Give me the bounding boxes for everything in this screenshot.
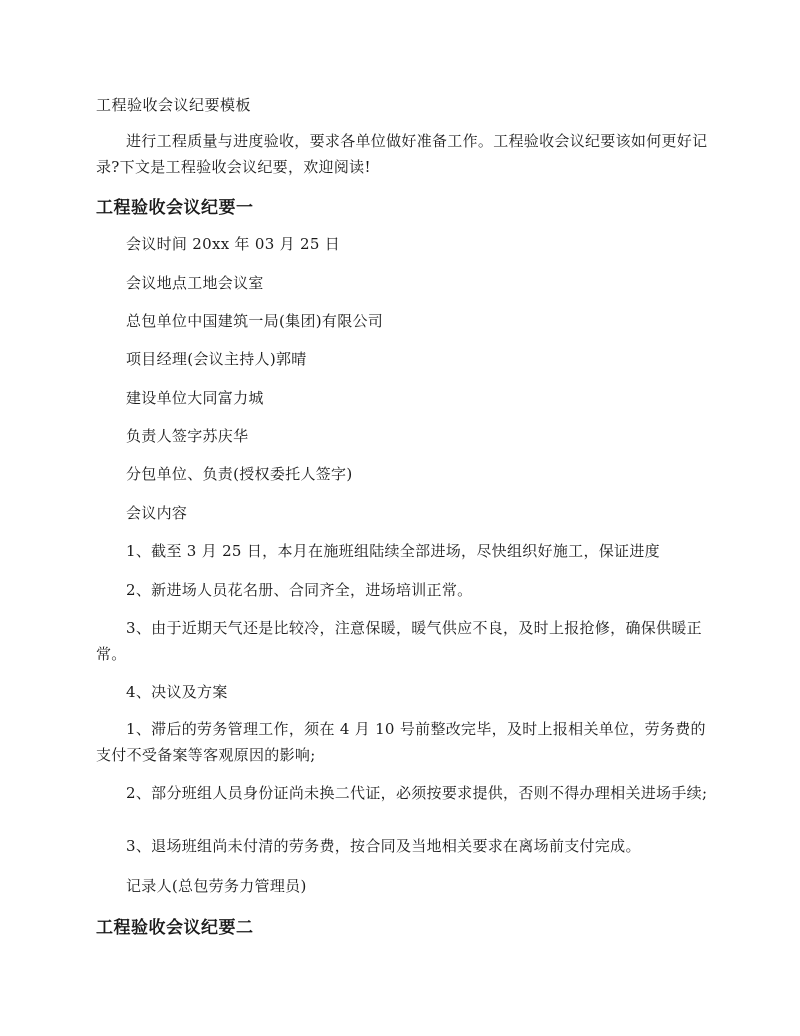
meeting-content-label: 会议内容 <box>126 504 188 522</box>
project-manager: 项目经理(会议主持人)郭晴 <box>126 350 307 368</box>
content-item-2: 2、新进场人员花名册、合同齐全，进场培训正常。 <box>126 581 473 599</box>
subcontractor: 分包单位、负责(授权委托人签字) <box>126 465 353 483</box>
meeting-location: 会议地点工地会议室 <box>126 274 264 292</box>
resolutions-label: 4、决议及方案 <box>126 683 228 701</box>
resolution-item-2: 2、部分班组人员身份证尚未换二代证，必须按要求提供，否则不得办理相关进场手续; <box>126 784 708 802</box>
section-heading-1: 工程验收会议纪要一 <box>96 198 254 218</box>
general-contractor: 总包单位中国建筑一局(集团)有限公司 <box>126 312 384 330</box>
resolution-item-1: 1、滞后的劳务管理工作，须在 4 月 10 号前整改完毕，及时上报相关单位，劳务费的支付不受备案等客观原因的影响; <box>96 720 706 764</box>
intro-paragraph: 进行工程质量与进度验收，要求各单位做好准备工作。工程验收会议纪要该如何更好记录?下文是工程验收会议纪要，欢迎阅读! <box>96 132 708 176</box>
content-item-1: 1、截至 3 月 25 日，本月在施班组陆续全部进场，尽快组织好施工，保证进度 <box>126 542 660 560</box>
meeting-time: 会议时间 20xx 年 03 月 25 日 <box>126 235 341 253</box>
resolution-item-3: 3、退场班组尚未付清的劳务费，按合同及当地相关要求在离场前支付完成。 <box>126 837 641 855</box>
construction-unit: 建设单位大同富力城 <box>126 389 264 407</box>
section-heading-2: 工程验收会议纪要二 <box>96 918 254 938</box>
content-item-3: 3、由于近期天气还是比较冷，注意保暖，暖气供应不良，及时上报抢修，确保供暖正常。 <box>96 619 702 663</box>
recorder: 记录人(总包劳务力管理员) <box>126 877 307 895</box>
responsible-person: 负责人签字苏庆华 <box>126 427 249 445</box>
document-title: 工程验收会议纪要模板 <box>96 96 252 114</box>
